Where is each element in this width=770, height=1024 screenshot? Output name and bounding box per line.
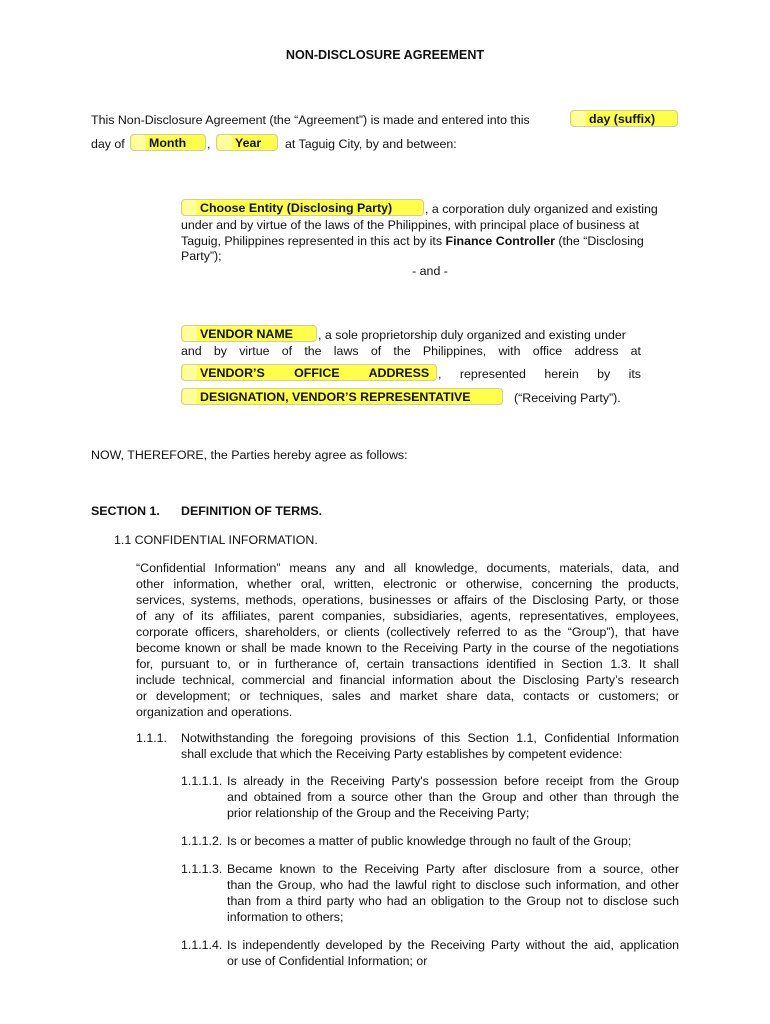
section-1-heading: DEFINITION OF TERMS. bbox=[181, 504, 323, 518]
s11-line: become known or shall be made known to the Receiving Party in the course of the negotiations bbox=[136, 641, 679, 655]
day-suffix-value: day (suffix) bbox=[589, 112, 656, 126]
party2-line-2: and by virtue of the laws of the Philippines, with office address at bbox=[181, 344, 641, 358]
s11-line: include technical, commercial and financial information about the Disclosing Party’s research bbox=[136, 673, 679, 687]
item-line: than the Group, who had the lawful right to disclose such information, and other bbox=[227, 878, 679, 892]
disclosing-entity-field[interactable] bbox=[181, 199, 424, 216]
party1-line-4: Party”); bbox=[181, 249, 222, 263]
party1-line-3 bbox=[181, 233, 644, 249]
day-of-label: day of bbox=[91, 137, 125, 151]
s11-line: of any of its affiliates, parent companies, subsidiaries, agents, representatives, employees, bbox=[136, 609, 679, 623]
item-line: prior relationship of the Group and the Receiving Party; bbox=[227, 806, 530, 820]
party2-text-b: , represented herein by its bbox=[438, 367, 641, 381]
item-line: and obtained from a source other than the Group and other than through the bbox=[227, 790, 679, 804]
item-line: information to others; bbox=[227, 910, 344, 924]
item-number: 1.1.1.1. bbox=[181, 774, 223, 788]
item-number: 1.1.1.2. bbox=[181, 834, 223, 848]
s111-paragraph bbox=[181, 730, 679, 762]
party1-text-a: , a corporation duly organized and existing bbox=[425, 202, 658, 216]
day-suffix-field[interactable] bbox=[570, 110, 678, 127]
party2-text-a: , a sole proprietorship duly organized and existing under bbox=[318, 328, 626, 342]
disclosing-entity-value: Choose Entity (Disclosing Party) bbox=[200, 201, 393, 215]
month-value: Month bbox=[149, 136, 187, 150]
designation-field[interactable] bbox=[181, 388, 503, 405]
list-item bbox=[227, 833, 679, 849]
receiving-party-label: (“Receiving Party”). bbox=[514, 391, 621, 405]
vendor-name-field[interactable] bbox=[181, 325, 317, 342]
list-item bbox=[227, 861, 679, 925]
finance-controller-text: Finance Controller bbox=[445, 234, 555, 248]
s11-line: organization and operations. bbox=[136, 705, 293, 719]
item-number: 1.1.1.3. bbox=[181, 862, 223, 876]
list-item bbox=[227, 773, 679, 821]
item-number: 1.1.1.4. bbox=[181, 938, 223, 952]
item-line: than from a third party who had an obligation to the Group not to disclose such bbox=[227, 894, 679, 908]
comma-separator: , bbox=[207, 137, 211, 151]
party1-line-3-post: (the “Disclosing bbox=[558, 234, 644, 248]
s11-line: services, systems, methods, operations, businesses or affairs of the Disclosing Party, or those bbox=[136, 593, 679, 607]
vendor-address-value: VENDOR’S OFFICE ADDRESS bbox=[200, 366, 430, 380]
s11-heading: 1.1 CONFIDENTIAL INFORMATION. bbox=[114, 533, 318, 547]
year-field[interactable] bbox=[216, 134, 278, 151]
item-line: Is independently developed by the Receiving Party without the aid, application bbox=[227, 938, 679, 952]
s111-line: shall exclude that which the Receiving Party establishes by competent evidence: bbox=[181, 747, 623, 761]
party1-line-2: under and by virtue of the laws of the Philippines, with principal place of business at bbox=[181, 218, 640, 232]
item-line: Is or becomes a matter of public knowledge through no fault of the Group; bbox=[227, 834, 632, 848]
year-value: Year bbox=[235, 136, 262, 150]
party1-line-3-pre: Taguig, Philippines represented in this act by its bbox=[181, 234, 443, 248]
document-title: NON-DISCLOSURE AGREEMENT bbox=[285, 48, 485, 62]
vendor-name-value: VENDOR NAME bbox=[200, 327, 293, 341]
month-field[interactable] bbox=[130, 134, 206, 151]
taguig-text: at Taguig City, by and between: bbox=[285, 137, 457, 151]
designation-value: DESIGNATION, VENDOR’S REPRESENTATIVE bbox=[200, 390, 471, 404]
section-1-number: SECTION 1. bbox=[91, 504, 160, 518]
item-line: Became known to the Receiving Party after disclosure from a source, other bbox=[227, 862, 679, 876]
s11-line: or development; or techniques, sales and market share data, contacts or customers; or bbox=[136, 689, 679, 703]
s11-line: for, pursuant to, or in furtherance of, certain transactions identified in Section 1.3. It shall bbox=[136, 657, 679, 671]
s111-number: 1.1.1. bbox=[136, 731, 168, 745]
item-line: Is already in the Receiving Party's possession before receipt from the Group bbox=[227, 774, 679, 788]
item-line: or use of Confidential Information; or bbox=[227, 954, 428, 968]
s11-line: other information, whether oral, written, electronic or otherwise, concerning the products, bbox=[136, 577, 679, 591]
list-item bbox=[227, 937, 679, 969]
s11-line: “Confidential Information” means any and all knowledge, documents, materials, data, and bbox=[136, 561, 679, 575]
s111-line: Notwithstanding the foregoing provisions of this Section 1.1, Confidential Information bbox=[181, 731, 679, 745]
s11-line: corporate officers, shareholders, or clients (collectively referred to as the “Group”), that have bbox=[136, 625, 679, 639]
and-separator: - and - bbox=[412, 264, 448, 278]
vendor-address-field[interactable] bbox=[181, 364, 437, 381]
now-therefore-text: NOW, THEREFORE, the Parties hereby agree as follows: bbox=[91, 448, 408, 462]
s11-paragraph bbox=[136, 560, 679, 720]
intro-line-1: This Non-Disclosure Agreement (the “Agreement”) is made and entered into this bbox=[91, 113, 530, 127]
